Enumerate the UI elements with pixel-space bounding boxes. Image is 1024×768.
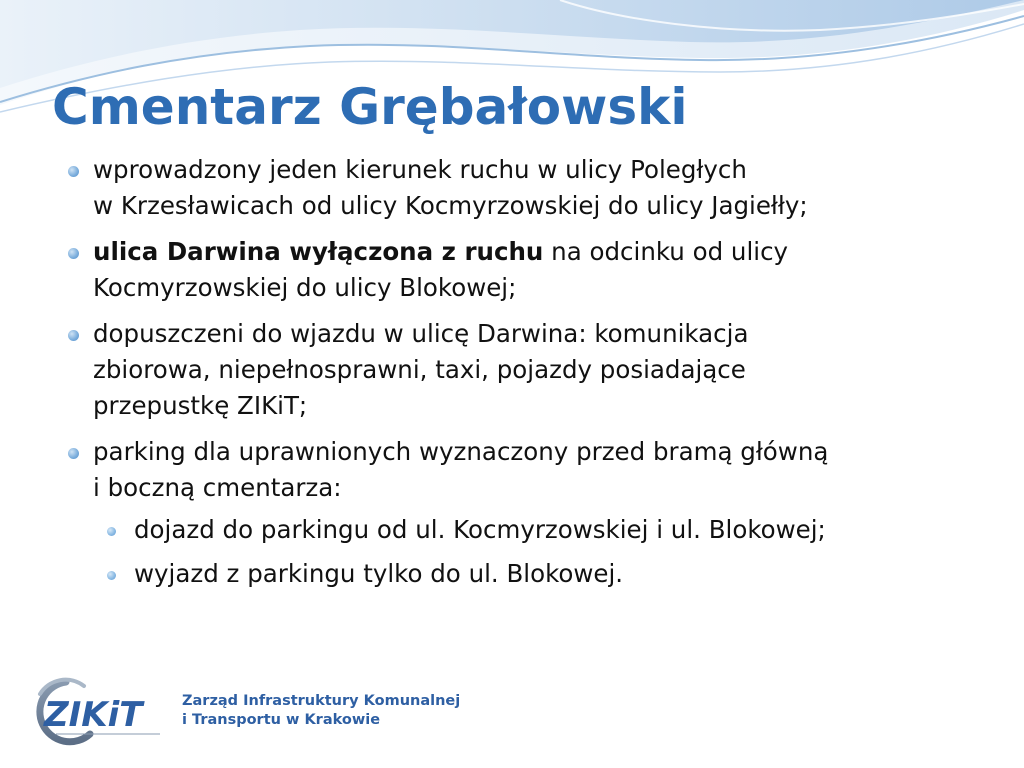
slide-title: Cmentarz Grębałowski xyxy=(52,78,688,136)
bullet-line xyxy=(93,234,942,270)
sub-bullet-line: dojazd do parkingu od ul. Kocmyrzowskiej i ul. Blokowej; xyxy=(134,515,826,544)
bullet-dot-icon xyxy=(68,448,79,459)
slide-content xyxy=(62,152,942,600)
bullet-item xyxy=(62,234,942,306)
bullet-dot-icon xyxy=(68,248,79,259)
bullet-line: i boczną cmentarza: xyxy=(93,473,342,502)
organization-name xyxy=(182,692,460,730)
bullet-line: zbiorowa, niepełnosprawni, taxi, pojazdy posiadające xyxy=(93,355,746,384)
bullet-dot-icon xyxy=(68,330,79,341)
bullet-item xyxy=(62,152,942,224)
logo-wordmark: ZIKiT xyxy=(44,695,143,735)
org-line-1: Zarząd Infrastruktury Komunalnej xyxy=(182,693,461,709)
bullet-line: przepustkę ZIKiT; xyxy=(93,391,308,420)
sub-bullet-line: wyjazd z parkingu tylko do ul. Blokowej. xyxy=(134,559,624,588)
bullet-line: Kocmyrzowskiej do ulicy Blokowej; xyxy=(93,273,517,302)
sub-bullet-dot-icon xyxy=(107,527,116,536)
bullet-dot-icon xyxy=(68,166,79,177)
bullet-line: w Krzesławicach od ulicy Kocmyrzowskiej do ulicy Jagiełły; xyxy=(93,191,808,220)
sub-bullet-dot-icon xyxy=(107,571,116,580)
bullet-bold-text: ulica Darwina wyłączona z ruchu xyxy=(93,237,544,266)
zikit-logo xyxy=(26,676,186,748)
sub-bullet-item xyxy=(62,556,942,592)
bullet-line: wprowadzony jeden kierunek ruchu w ulicy Poległych xyxy=(93,155,747,184)
bullet-item xyxy=(62,434,942,506)
bullet-line: parking dla uprawnionych wyznaczony przed bramą główną xyxy=(93,437,829,466)
org-line-2: i Transportu w Krakowie xyxy=(182,712,381,728)
bullet-line: dopuszczeni do wjazdu w ulicę Darwina: komunikacja xyxy=(93,319,749,348)
sub-bullet-item xyxy=(62,512,942,548)
bullet-item xyxy=(62,316,942,424)
bullet-text: na odcinku od ulicy xyxy=(543,237,789,266)
